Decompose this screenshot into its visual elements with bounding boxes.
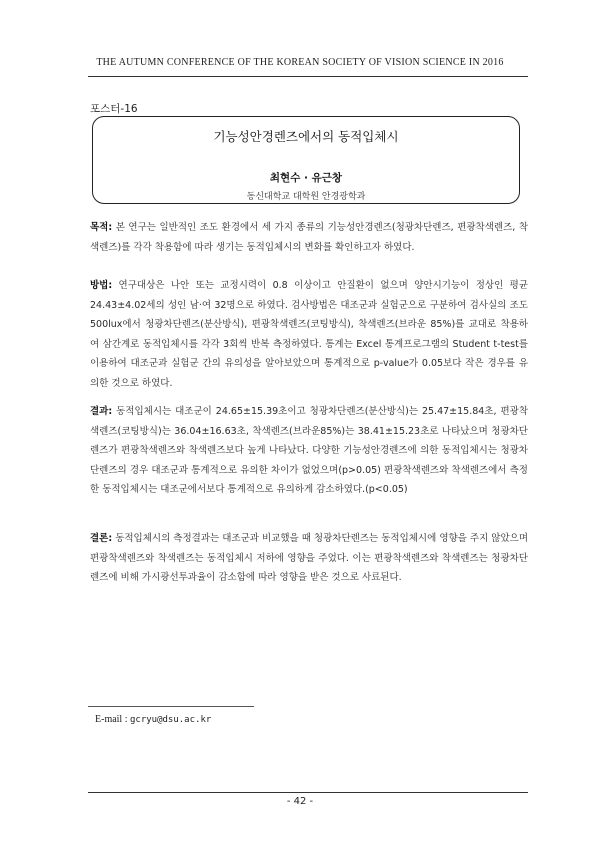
page-number: - 42 - [286,796,314,807]
paper-title: 기능성안경렌즈에서의 동적입체시 [213,129,399,144]
running-header: THE AUTUMN CONFERENCE OF THE KOREAN SOCIETY OF VISION SCIENCE IN 2016 [96,57,504,68]
title-box [92,116,520,204]
section-method [90,276,528,393]
footnote-email [95,714,211,725]
section-label-purpose: 목적: [90,222,113,233]
section-label-conclusion: 결론: [90,533,113,544]
footer-rule [88,792,528,793]
paper-affiliation: 동신대학교 대학원 안경광학과 [246,192,366,202]
section-text-method: 연구대상은 나안 또는 교정시력이 0.8 이상이고 안질환이 없으며 양안시기능이 정상인 평균 24.43±4.02세의 성인 남·여 32명으로 하였다. 검사방법은 대조군과 실험군으로 구분하여 검사실의 조도 500lux에서 청광차단렌즈(분산방식), 편광착색렌즈(코팅방식), 착색렌즈(브라운 85%)를 교대로 착용하여 삼간계로 동적입체시를 각각 3회씩 반복 측정하였다. 통계는 Excel 통계프로그램의 Student t-test를 이용하여 대조군과 실험군 간의 유의성을 알아보았으며 통계적으로 p-value가 0.05보다 작은 경우를 유의한 것으로 하였다. [90,280,528,389]
header-rule [88,76,528,77]
section-purpose [90,218,528,257]
email-link[interactable]: gcryu@dsu.ac.kr [130,715,212,725]
paper-authors: 최현수 · 유근창 [269,172,343,184]
section-result [90,402,528,500]
section-conclusion [90,529,528,588]
footnote-rule [88,706,254,707]
email-label: E-mail : [95,714,130,725]
section-label-result: 결과: [90,406,113,417]
section-text-result: 동적입체시는 대조군이 24.65±15.39초이고 청광차단렌즈(분산방식)는 25.47±15.84초, 편광착색렌즈(코팅방식)는 36.04±16.63초, 착색렌즈(브라운85%)는 38.41±15.23초로 나타났으며 청광차단렌즈가 편광착색렌즈와 착색렌즈보다 높게 나타났다. 다양한 기능성안경렌즈에 의한 동적입체시는 청광차단렌즈의 경우 대조군과 통계적으로 유의한 차이가 없었으며(p>0.05) 편광착색렌즈와 착색렌즈에서 측정한 동적입체시는 대조군에서보다 통계적으로 유의하게 감소하였다.(p<0.05) [90,406,528,495]
section-text-purpose: 본 연구는 일반적인 조도 환경에서 세 가지 종류의 기능성안경렌즈(청광차단렌즈, 편광착색렌즈, 착색렌즈)를 각각 착용함에 따라 생기는 동적입체시의 변화를 확인하고자 하였다. [90,222,528,253]
section-label-method: 방법: [90,280,113,291]
poster-number: 포스터-16 [90,103,138,115]
section-text-conclusion: 동적입체시의 측정결과는 대조군과 비교했을 때 청광차단렌즈는 동적입체시에 영향을 주지 않았으며 편광착색렌즈와 착색렌즈는 동적입체시 저하에 영향을 주었다. 이는 편광착색렌즈와 착색렌즈는 청광차단렌즈에 비해 가시광선투과율이 감소함에 따라 영향을 받은 것으로 사료된다. [90,533,528,583]
